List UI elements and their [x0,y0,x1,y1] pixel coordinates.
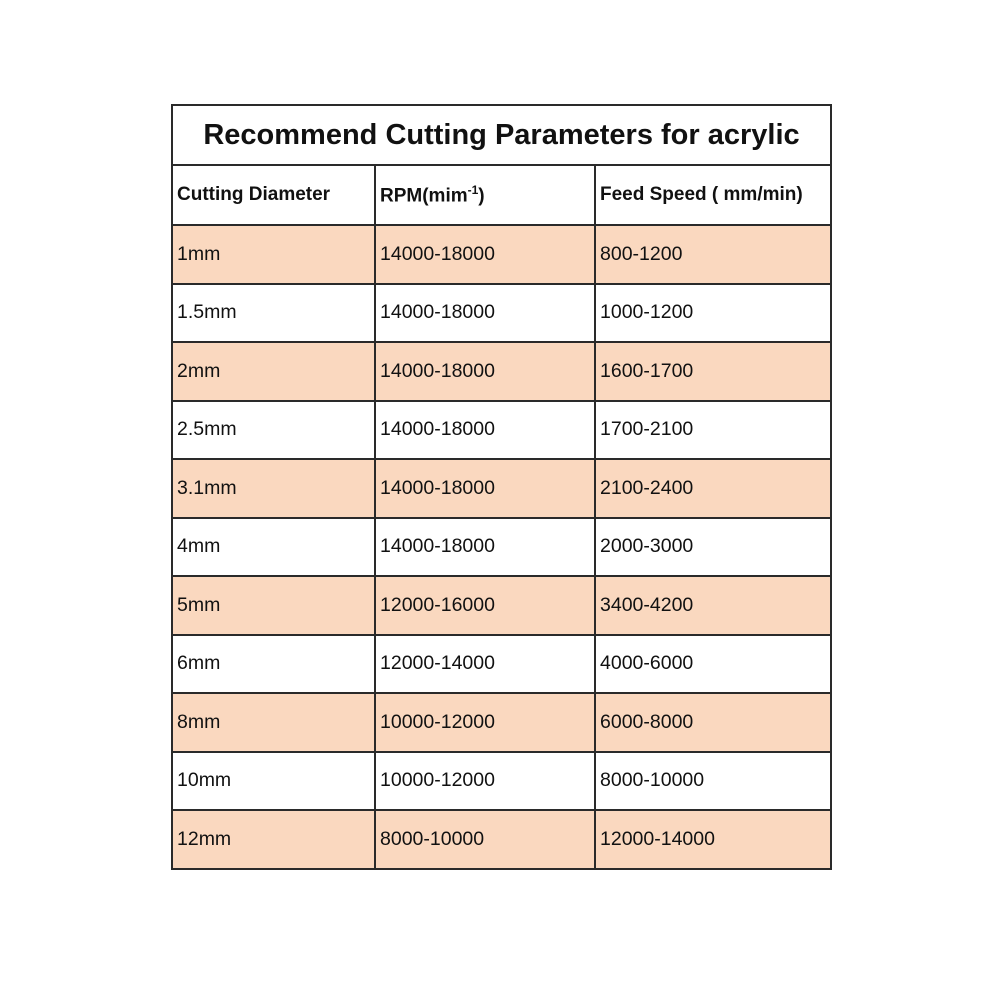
cell-rpm: 12000-16000 [375,576,595,635]
cutting-parameters-table [171,104,832,870]
cell-diameter: 8mm [172,693,375,752]
header-feed-speed: Feed Speed ( mm/min) [595,165,831,225]
table-row [172,342,831,401]
cell-rpm: 10000-12000 [375,752,595,811]
cell-feed: 8000-10000 [595,752,831,811]
cell-diameter: 10mm [172,752,375,811]
cell-feed: 3400-4200 [595,576,831,635]
cell-rpm: 14000-18000 [375,518,595,577]
cell-diameter: 4mm [172,518,375,577]
table-row [172,518,831,577]
cell-diameter: 12mm [172,810,375,869]
table-row [172,284,831,343]
cell-diameter: 2.5mm [172,401,375,460]
header-rpm-suffix: ) [478,185,485,207]
table-row [172,693,831,752]
cell-feed: 1000-1200 [595,284,831,343]
cell-rpm: 8000-10000 [375,810,595,869]
cell-rpm: 10000-12000 [375,693,595,752]
cell-rpm: 14000-18000 [375,401,595,460]
header-row [172,165,831,225]
cell-rpm: 12000-14000 [375,635,595,694]
cell-feed: 2100-2400 [595,459,831,518]
table-row [172,752,831,811]
table-row [172,459,831,518]
cell-feed: 2000-3000 [595,518,831,577]
cell-feed: 4000-6000 [595,635,831,694]
cell-diameter: 5mm [172,576,375,635]
header-rpm [375,165,595,225]
cell-diameter: 3.1mm [172,459,375,518]
header-rpm-superscript: -1 [467,182,479,197]
header-cutting-diameter: Cutting Diameter [172,165,375,225]
table-title: Recommend Cutting Parameters for acrylic [172,105,831,165]
cell-rpm: 14000-18000 [375,284,595,343]
title-row [172,105,831,165]
cell-diameter: 6mm [172,635,375,694]
table-row [172,810,831,869]
cell-diameter: 1.5mm [172,284,375,343]
cell-feed: 1700-2100 [595,401,831,460]
table-row [172,576,831,635]
cell-diameter: 2mm [172,342,375,401]
table-row [172,401,831,460]
cell-diameter: 1mm [172,225,375,284]
cell-feed: 800-1200 [595,225,831,284]
cell-feed: 1600-1700 [595,342,831,401]
table-row [172,635,831,694]
table-row [172,225,831,284]
cell-rpm: 14000-18000 [375,342,595,401]
header-rpm-prefix: RPM(mim [380,185,468,207]
cell-rpm: 14000-18000 [375,225,595,284]
cell-feed: 12000-14000 [595,810,831,869]
cell-feed: 6000-8000 [595,693,831,752]
cell-rpm: 14000-18000 [375,459,595,518]
